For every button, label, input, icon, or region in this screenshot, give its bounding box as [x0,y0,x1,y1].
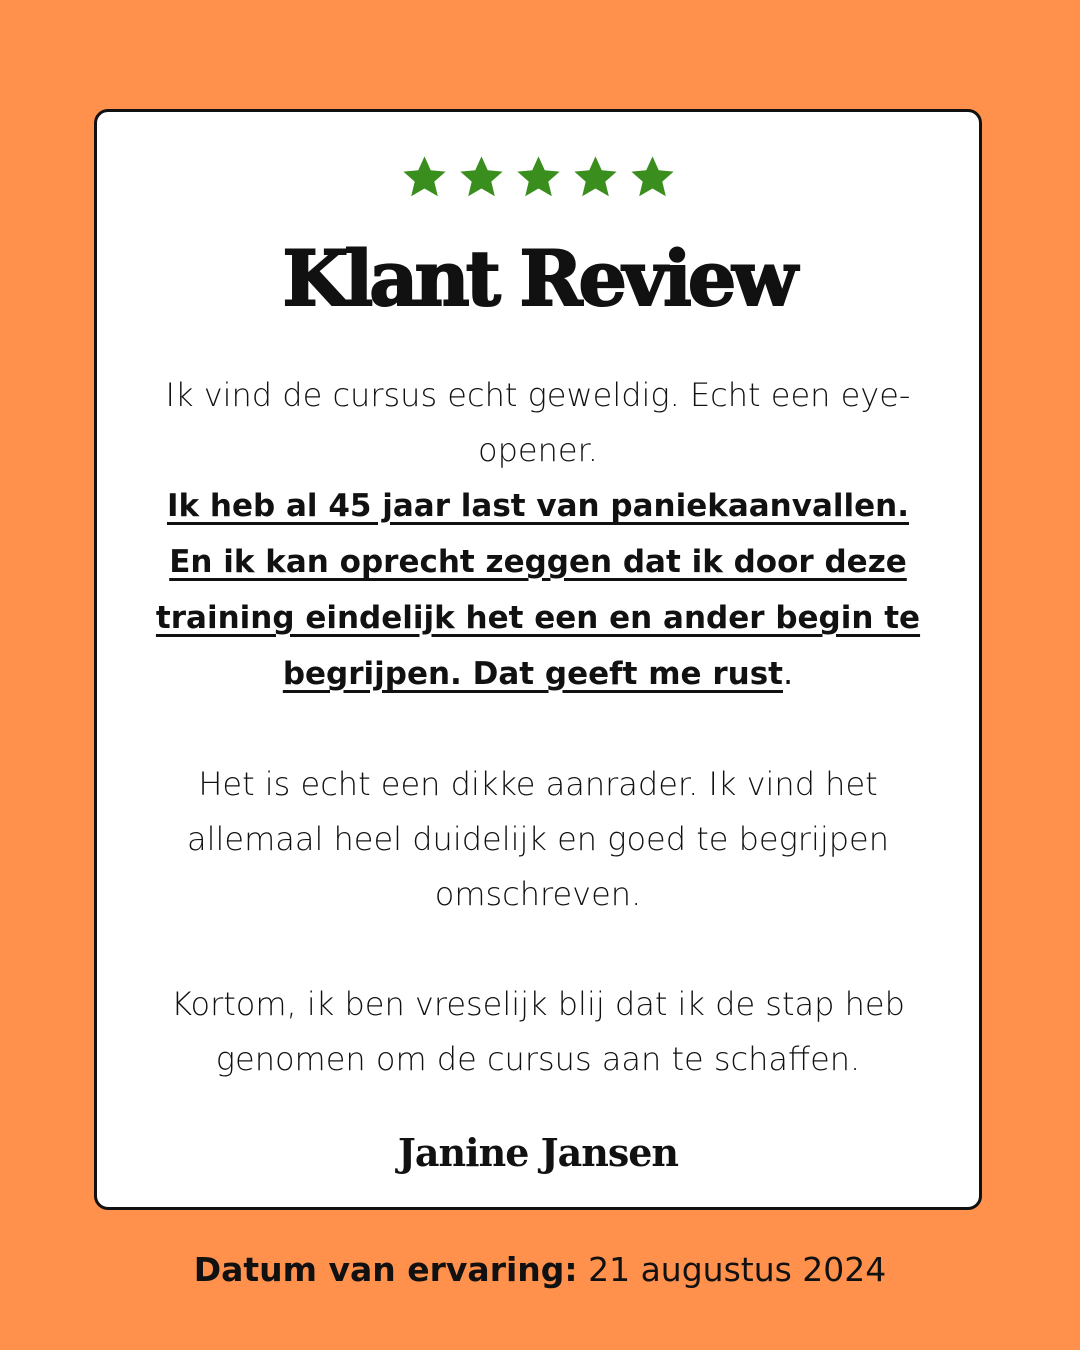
review-paragraph-2: Het is echt een dikke aanrader. Ik vind het allemaal heel duidelijk en goed te begrijpen omschreven. [186,765,890,913]
review-author: Janine Jansen [397,1130,679,1175]
review-highlight-paragraph [147,478,929,702]
star-icon [572,154,619,201]
star-rating [97,154,979,201]
review-highlight: Ik heb al 45 jaar last van paniekaanvallen. En ik kan oprecht zeggen dat ik door deze training eindelijk het een en ander begin te begrijpen. Dat geeft me rust [155,488,921,692]
review-card [94,109,982,1210]
experience-date-label: Datum van ervaring: [193,1250,578,1289]
review-body [147,368,929,1087]
review-paragraph-1: Ik vind de cursus echt geweldig. Echt een eye-opener. [165,376,911,469]
review-title: Klant Review [282,234,794,323]
star-icon [458,154,505,201]
star-icon [629,154,676,201]
review-paragraph-3: Kortom, ik ben vreselijk blij dat ik de stap heb genomen om de cursus aan te schaffen. [171,985,905,1078]
experience-date [0,1250,1080,1289]
review-highlight-end: . [782,654,794,692]
star-icon [401,154,448,201]
experience-date-value: 21 augustus 2024 [588,1250,887,1289]
star-icon [515,154,562,201]
